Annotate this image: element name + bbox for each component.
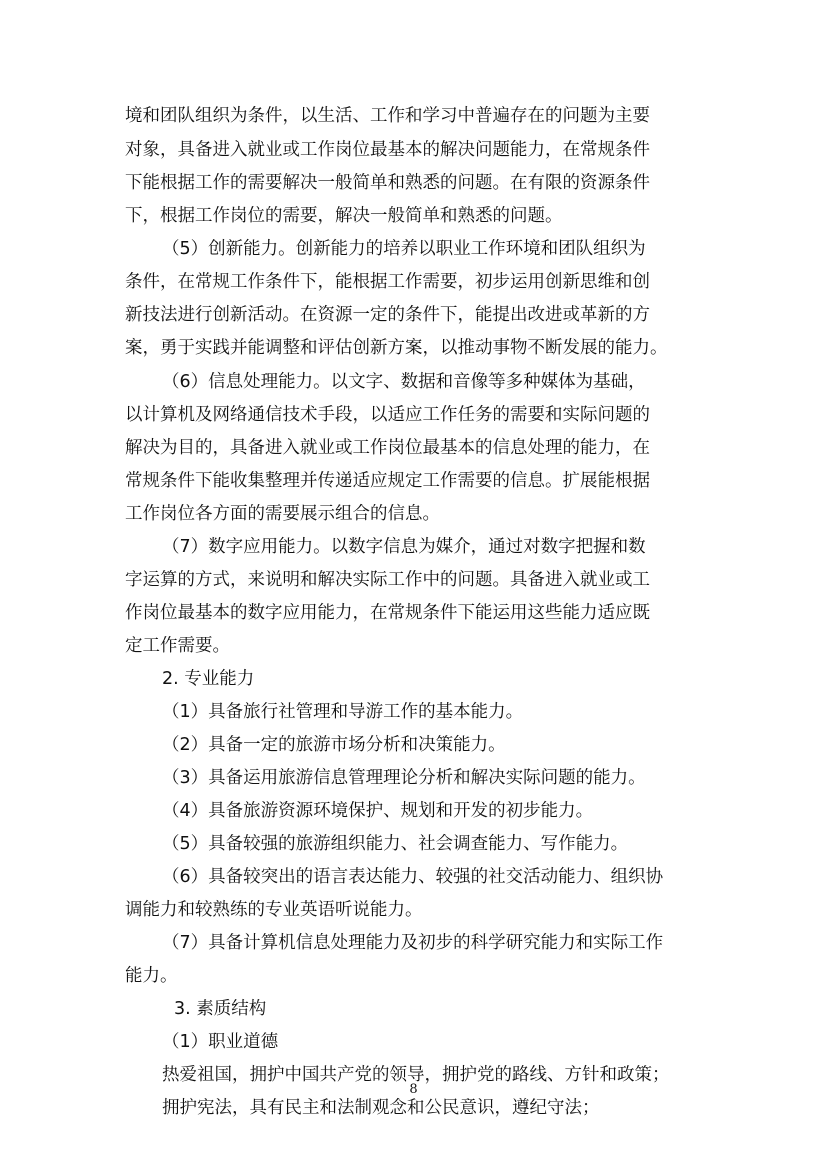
text-line: 字运算的方式，来说明和解决实际工作中的问题。具备进入就业或工 [125,570,650,590]
list-item: （6）具备较突出的语言表达能力、较强的社交活动能力、组织协 [162,867,664,887]
text-line: 境和团队组织为条件，以生活、工作和学习中普遍存在的问题为主要 [125,106,650,126]
text-line: 作岗位最基本的数字应用能力，在常规条件下能运用这些能力适应既 [125,603,650,623]
text-line: （5）创新能力。创新能力的培养以职业工作环境和团队组织为 [162,239,646,259]
text-line: 解决为目的，具备进入就业或工作岗位最基本的信息处理的能力，在 [125,438,650,458]
list-item: （7）具备计算机信息处理能力及初步的科学研究能力和实际工作 [162,933,664,953]
list-item: （1）具备旅行社管理和导游工作的基本能力。 [162,702,524,722]
text-line: 案，勇于实践并能调整和评估创新方案，以推动事物不断发展的能力。 [125,338,668,358]
text-line: 下，根据工作岗位的需要，解决一般简单和熟悉的问题。 [125,206,563,226]
text-line: 热爱祖国，拥护中国共产党的领导，拥护党的路线、方针和政策； [162,1065,670,1085]
list-item: （2）具备一定的旅游市场分析和决策能力。 [162,735,506,755]
text-line: 能力。 [125,966,178,986]
text-line: 拥护宪法，具有民主和法制观念和公民意识，遵纪守法； [162,1098,600,1118]
text-line: 常规条件下能收集整理并传递适应规定工作需要的信息。扩展能根据 [125,471,650,491]
subsection-heading: （1）职业道德 [162,1032,279,1052]
text-line: （6）信息处理能力。以文字、数据和音像等多种媒体为基础， [162,372,646,392]
text-line: 下能根据工作的需要解决一般简单和熟悉的问题。在有限的资源条件 [125,173,650,193]
page-number: 8 [409,1082,418,1097]
text-line: （7）数字应用能力。以数字信息为媒介，通过对数字把握和数 [162,537,646,557]
section-heading: 3. 素质结构 [174,999,267,1019]
text-line: 工作岗位各方面的需要展示组合的信息。 [125,504,440,524]
section-heading: 2. 专业能力 [162,669,255,689]
text-line: 调能力和较熟练的专业英语听说能力。 [125,900,423,920]
text-line: 条件，在常规工作条件下，能根据工作需要，初步运用创新思维和创 [125,272,650,292]
text-line: 定工作需要。 [125,636,230,656]
text-line: 对象，具备进入就业或工作岗位最基本的解决问题能力，在常规条件 [125,140,650,160]
list-item: （4）具备旅游资源环境保护、规划和开发的初步能力。 [162,801,594,821]
text-line: 新技法进行创新活动。在资源一定的条件下，能提出改进或革新的方 [125,305,650,325]
text-line: 以计算机及网络通信技术手段，以适应工作任务的需要和实际问题的 [125,405,650,425]
list-item: （5）具备较强的旅游组织能力、社会调查能力、写作能力。 [162,834,629,854]
list-item: （3）具备运用旅游信息管理理论分析和解决实际问题的能力。 [162,768,646,788]
